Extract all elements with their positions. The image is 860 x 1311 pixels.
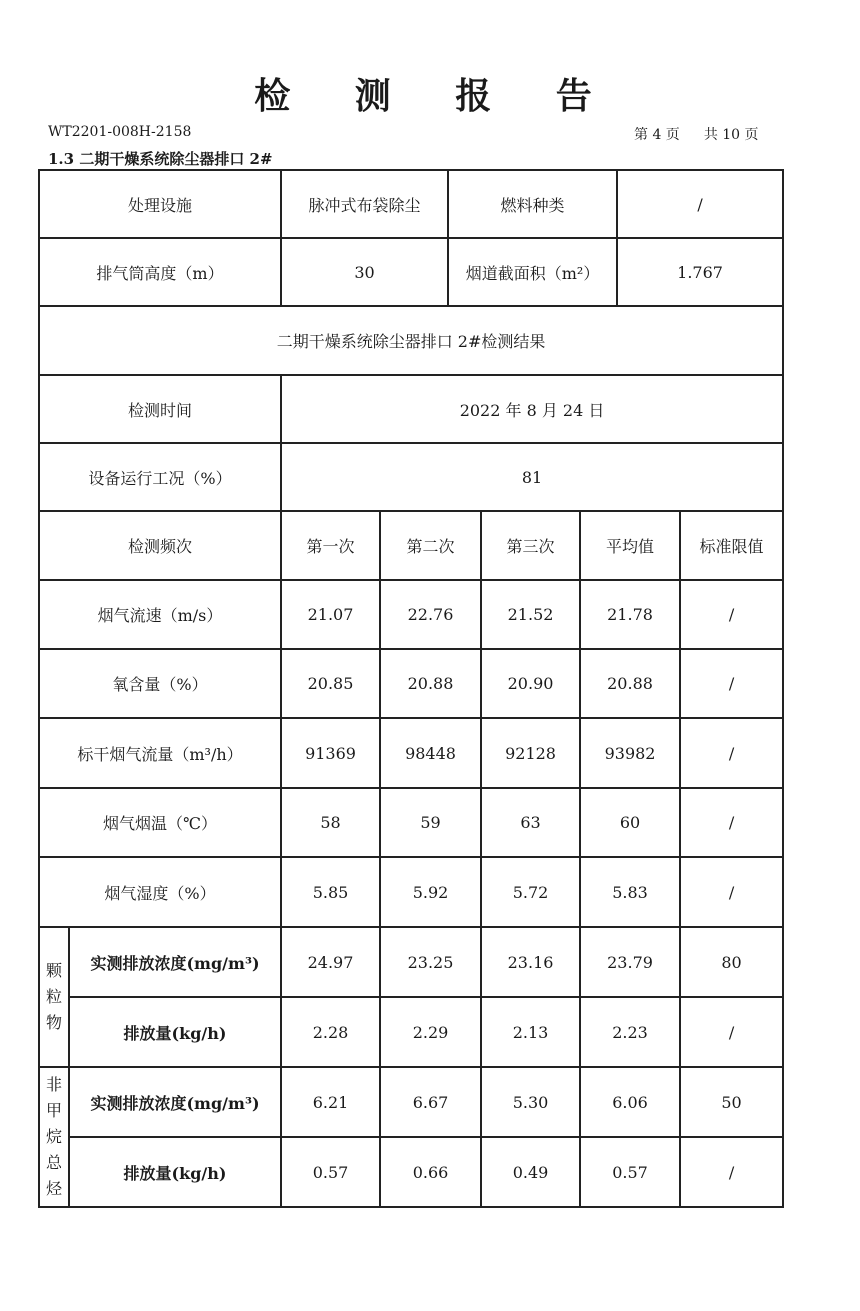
cell-limit: /: [680, 857, 783, 927]
cell-second: 20.88: [380, 649, 481, 718]
row-label: 氧含量（%）: [39, 649, 281, 718]
facility-label: 处理设施: [39, 170, 281, 238]
cell-third: 63: [481, 788, 580, 857]
stack-height-value: 30: [281, 238, 448, 306]
nmhc-group-label: 非 甲 烷 总 烃: [39, 1067, 69, 1207]
cell-limit: /: [680, 997, 783, 1067]
total-pages: 共 10 页: [703, 127, 759, 143]
cell-limit: /: [680, 649, 783, 718]
table-row: [39, 443, 783, 511]
stack-height-label: 排气筒高度（m）: [39, 238, 281, 306]
nmhc-rate-label: 排放量(kg/h): [69, 1137, 281, 1207]
cell-first: 20.85: [281, 649, 380, 718]
cell-first: 6.21: [281, 1067, 380, 1137]
nmhc-conc-label: 实测排放浓度(mg/m³): [69, 1067, 281, 1137]
cell-second: 59: [380, 788, 481, 857]
page-number: 第 4 页: [634, 127, 680, 143]
table-header-row: [39, 511, 783, 580]
particulate-rate-label: 排放量(kg/h): [69, 997, 281, 1067]
cell-third: 0.49: [481, 1137, 580, 1207]
cell-first: 0.57: [281, 1137, 380, 1207]
facility-value: 脉冲式布袋除尘: [281, 170, 448, 238]
table-row: [39, 306, 783, 375]
cell-first: 21.07: [281, 580, 380, 649]
cell-average: 6.06: [580, 1067, 680, 1137]
cell-second: 0.66: [380, 1137, 481, 1207]
cell-first: 2.28: [281, 997, 380, 1067]
cell-average: 23.79: [580, 927, 680, 997]
cell-third: 2.13: [481, 997, 580, 1067]
fuel-label: 燃料种类: [448, 170, 617, 238]
particulate-group-label: 颗 粒 物: [39, 927, 69, 1067]
cell-first: 91369: [281, 718, 380, 788]
cell-average: 2.23: [580, 997, 680, 1067]
cell-average: 21.78: [580, 580, 680, 649]
cell-average: 60: [580, 788, 680, 857]
col-average: 平均值: [580, 511, 680, 580]
cell-first: 24.97: [281, 927, 380, 997]
cell-average: 20.88: [580, 649, 680, 718]
cell-average: 5.83: [580, 857, 680, 927]
table-row: [39, 1137, 783, 1207]
table-row: [39, 649, 783, 718]
col-limit: 标准限值: [680, 511, 783, 580]
test-time-value: 2022 年 8 月 24 日: [281, 375, 783, 443]
table-row: [39, 1067, 783, 1137]
row-label: 标干烟气流量（m³/h）: [39, 718, 281, 788]
row-label: 烟气烟温（℃）: [39, 788, 281, 857]
table-row: [39, 927, 783, 997]
report-title: 检 测 报 告: [254, 75, 618, 117]
cell-first: 5.85: [281, 857, 380, 927]
flue-area-label: 烟道截面积（m²）: [448, 238, 617, 306]
table-row: [39, 580, 783, 649]
cell-third: 21.52: [481, 580, 580, 649]
cell-third: 20.90: [481, 649, 580, 718]
test-time-label: 检测时间: [39, 375, 281, 443]
cell-second: 98448: [380, 718, 481, 788]
table-row: [39, 718, 783, 788]
cell-second: 23.25: [380, 927, 481, 997]
table-row: [39, 788, 783, 857]
cell-second: 2.29: [380, 997, 481, 1067]
results-table: [38, 169, 784, 1208]
cell-limit: /: [680, 718, 783, 788]
cell-third: 92128: [481, 718, 580, 788]
col-second: 第二次: [380, 511, 481, 580]
table-row: [39, 857, 783, 927]
section-title: 1.3 二期干燥系统除尘器排口 2#: [48, 150, 273, 168]
report-number: WT2201-008H-2158: [48, 124, 192, 140]
col-first: 第一次: [281, 511, 380, 580]
page-info: [634, 124, 759, 144]
cell-second: 6.67: [380, 1067, 481, 1137]
table-row: [39, 170, 783, 238]
cell-limit: 50: [680, 1067, 783, 1137]
cell-second: 5.92: [380, 857, 481, 927]
table-row: [39, 375, 783, 443]
condition-label: 设备运行工况（%）: [39, 443, 281, 511]
cell-third: 23.16: [481, 927, 580, 997]
cell-limit: 80: [680, 927, 783, 997]
cell-third: 5.30: [481, 1067, 580, 1137]
table-row: [39, 997, 783, 1067]
col-third: 第三次: [481, 511, 580, 580]
flue-area-value: 1.767: [617, 238, 783, 306]
cell-limit: /: [680, 1137, 783, 1207]
cell-average: 0.57: [580, 1137, 680, 1207]
condition-value: 81: [281, 443, 783, 511]
freq-label: 检测频次: [39, 511, 281, 580]
cell-third: 5.72: [481, 857, 580, 927]
cell-limit: /: [680, 788, 783, 857]
cell-first: 58: [281, 788, 380, 857]
particulate-conc-label: 实测排放浓度(mg/m³): [69, 927, 281, 997]
row-label: 烟气湿度（%）: [39, 857, 281, 927]
results-heading: 二期干燥系统除尘器排口 2#检测结果: [39, 306, 783, 375]
cell-second: 22.76: [380, 580, 481, 649]
fuel-value: /: [617, 170, 783, 238]
row-label: 烟气流速（m/s）: [39, 580, 281, 649]
cell-limit: /: [680, 580, 783, 649]
table-row: [39, 238, 783, 306]
cell-average: 93982: [580, 718, 680, 788]
